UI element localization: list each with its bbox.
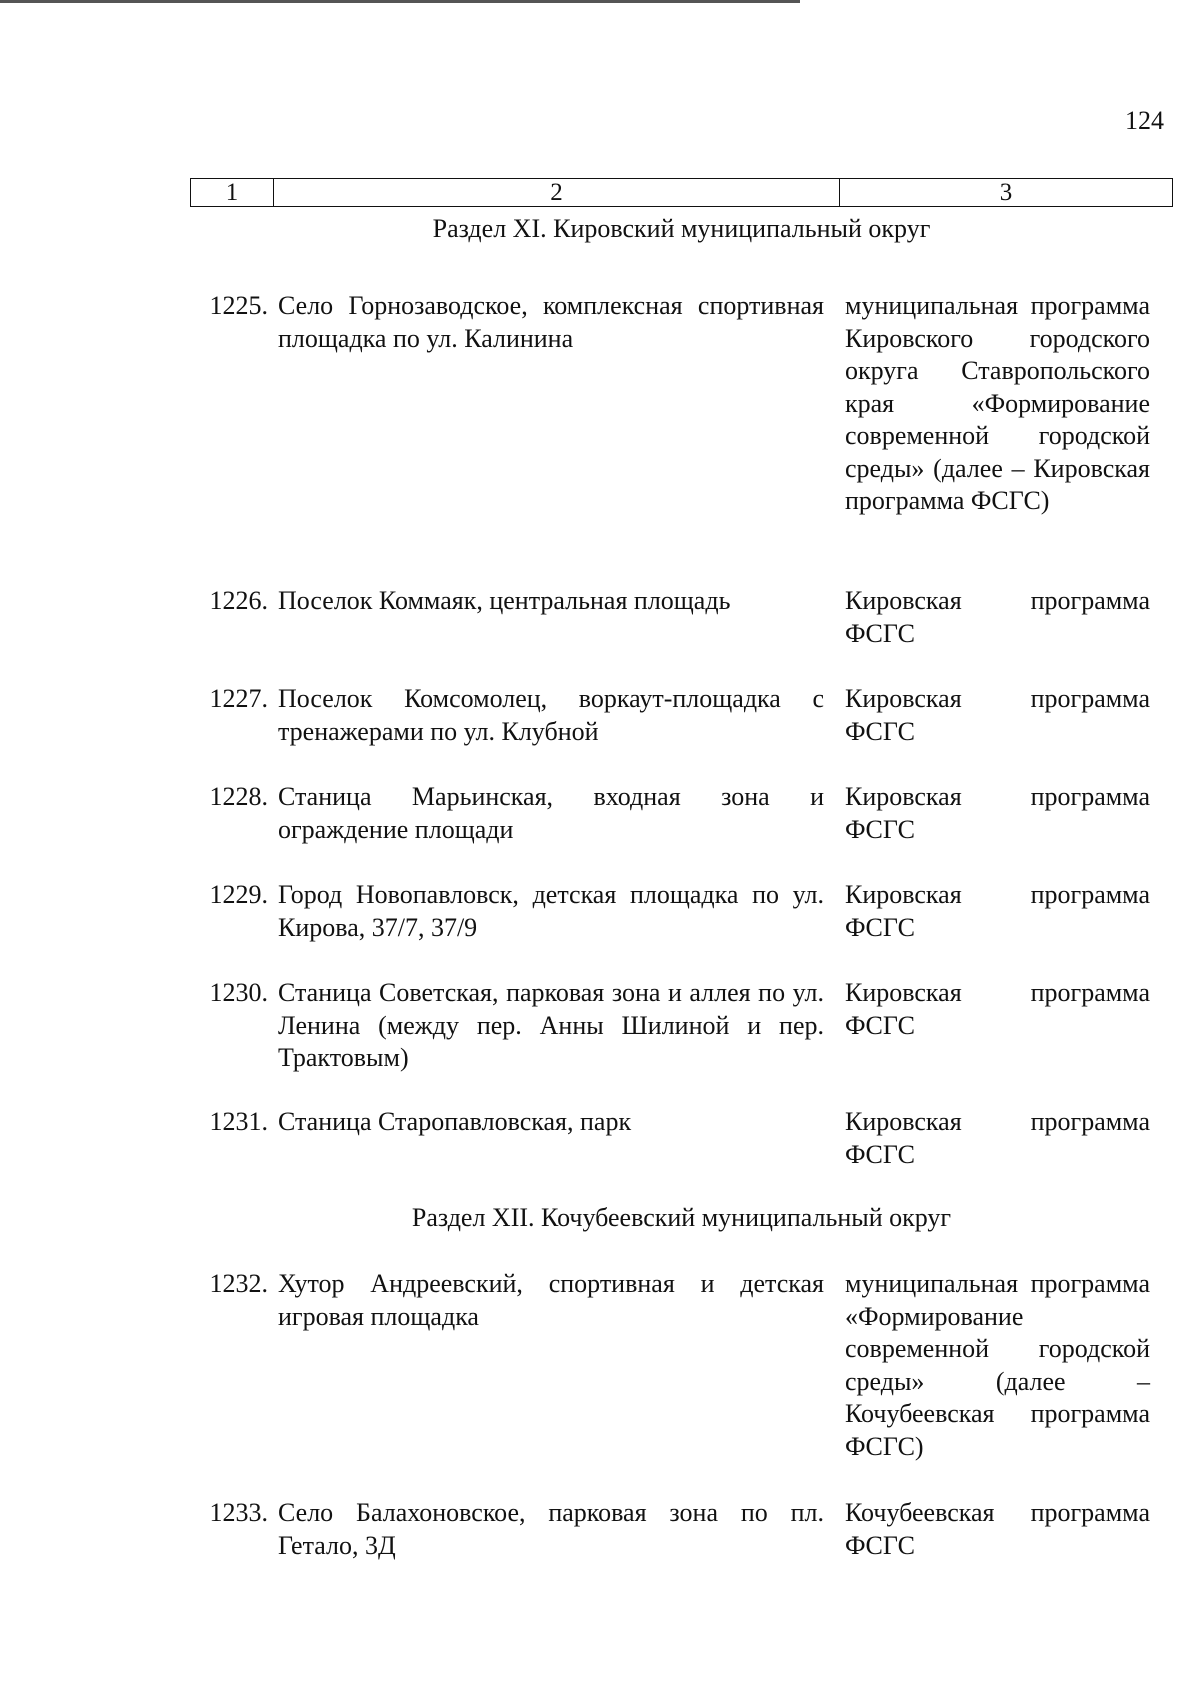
top-rule [0, 0, 800, 3]
column-header-3: 3 [999, 178, 1013, 206]
entry-description: Станица Старопавловская, парк [278, 1107, 632, 1136]
column-header-row [190, 178, 1173, 207]
entry-number: 1233. [209, 1498, 268, 1527]
column-header-1: 1 [191, 179, 274, 206]
entry-number: 1230. [209, 978, 268, 1007]
entry-description: Город Новопавловск, детская площадка по ул. Кирова, 37/7, 37/9 [278, 880, 824, 942]
entry-description: Село Горнозаводское, комплексная спортивная площадка по ул. Калинина [278, 291, 824, 353]
entry-program: муниципальная программа Кировского городского округа Ставропольского края «Формирование современной городской среды» (далее – Кировская программа ФСГС) [845, 291, 1150, 515]
entry-description: Село Балахоновское, парковая зона по пл. Гетало, 3Д [278, 1498, 824, 1560]
entry-program: Кировская программа ФСГС [845, 684, 1150, 746]
entry-program: Кочубеевская программа ФСГС [845, 1498, 1150, 1560]
entry-description: Станица Марьинская, входная зона и ограждение площади [278, 782, 824, 844]
entry-program: Кировская программа ФСГС [845, 880, 1150, 942]
page-number: 124 [1125, 106, 1164, 135]
entry-number: 1232. [209, 1269, 268, 1298]
entry-number: 1227. [209, 684, 268, 713]
entry-program: Кировская программа ФСГС [845, 978, 1150, 1040]
entry-program: Кировская программа ФСГС [845, 782, 1150, 844]
entry-description: Хутор Андреевский, спортивная и детская игровая площадка [278, 1269, 824, 1331]
entry-program: муниципальная программа «Формирование современной городской среды» (далее – Кочубеевская программа ФСГС) [845, 1269, 1150, 1461]
entry-description: Поселок Комсомолец, воркаут-площадка с тренажерами по ул. Клубной [278, 684, 824, 746]
entry-program: Кировская программа ФСГС [845, 1107, 1150, 1169]
entry-number: 1226. [209, 586, 268, 615]
entry-description: Поселок Коммаяк, центральная площадь [278, 586, 731, 615]
entry-number: 1225. [209, 291, 268, 320]
entry-number: 1231. [209, 1107, 268, 1136]
entry-number: 1229. [209, 880, 268, 909]
section-title-xii: Раздел XII. Кочубеевский муниципальный округ [411, 1203, 952, 1232]
section-title-xi: Раздел XI. Кировский муниципальный округ [432, 214, 931, 243]
column-header-2: 2 [274, 179, 840, 206]
entry-program: Кировская программа ФСГС [845, 586, 1150, 648]
entry-number: 1228. [209, 782, 268, 811]
entry-description: Станица Советская, парковая зона и аллея по ул. Ленина (между пер. Анны Шилиной и пер. Трактовым) [278, 978, 824, 1072]
